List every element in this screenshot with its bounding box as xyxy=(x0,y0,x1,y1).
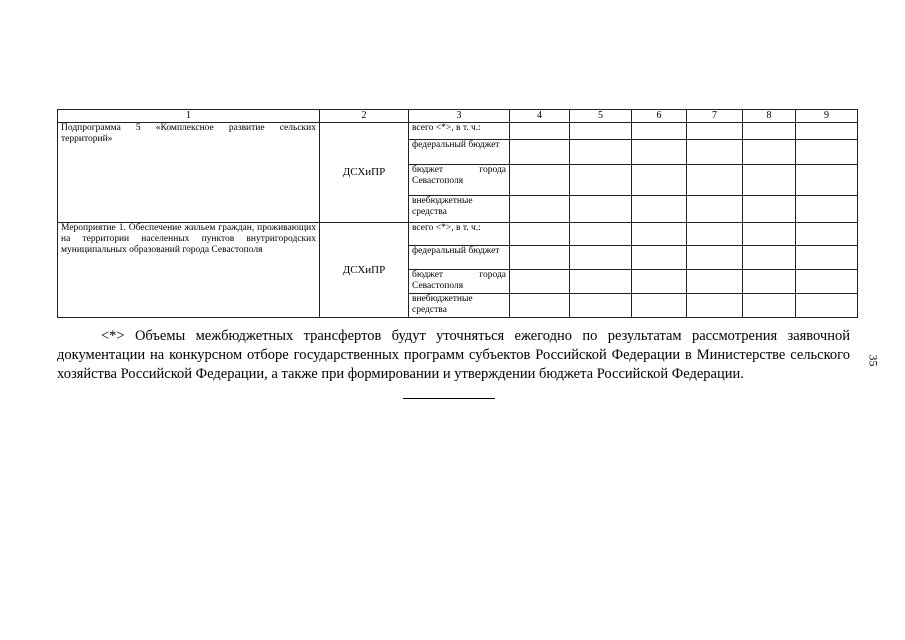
value-cell xyxy=(510,294,570,318)
value-cell xyxy=(570,223,632,246)
source-cell: внебюджетные средства xyxy=(409,294,510,318)
source-cell: всего <*>, в т. ч.: xyxy=(409,123,510,140)
header-cell: 8 xyxy=(743,110,796,123)
source-cell: бюджет города Севастополя xyxy=(409,165,510,196)
footnote: <*> Объемы межбюджетных трансфертов будут уточняться ежегодно по результатам рассмотрения заявочной документации на конкурсном отборе государственных программ субъектов Российской Федерации в Министерстве сельского хозяйства Российской Федерации, а также при формировании и утверждении бюджета Российской Федерации. xyxy=(57,328,850,382)
source-cell: бюджет города Севастополя xyxy=(409,270,510,294)
value-cell xyxy=(570,294,632,318)
page-number: 35 xyxy=(866,354,881,367)
value-cell xyxy=(687,294,743,318)
value-cell xyxy=(632,165,687,196)
value-cell xyxy=(687,246,743,270)
value-cell xyxy=(743,223,796,246)
value-cell xyxy=(570,196,632,223)
value-cell xyxy=(796,140,858,165)
value-cell xyxy=(796,223,858,246)
executor-cell: ДСХиПР xyxy=(320,123,409,223)
value-cell xyxy=(570,246,632,270)
value-cell xyxy=(796,246,858,270)
header-cell: 9 xyxy=(796,110,858,123)
header-cell: 7 xyxy=(687,110,743,123)
table-row xyxy=(58,123,858,140)
value-cell xyxy=(796,165,858,196)
value-cell xyxy=(570,123,632,140)
value-cell xyxy=(687,196,743,223)
header-cell: 3 xyxy=(409,110,510,123)
value-cell xyxy=(632,223,687,246)
value-cell xyxy=(796,196,858,223)
value-cell xyxy=(510,123,570,140)
value-cell xyxy=(510,223,570,246)
source-cell: всего <*>, в т. ч.: xyxy=(409,223,510,246)
value-cell xyxy=(687,123,743,140)
value-cell xyxy=(796,294,858,318)
value-cell xyxy=(687,223,743,246)
header-cell: 6 xyxy=(632,110,687,123)
value-cell xyxy=(632,196,687,223)
table-row xyxy=(58,223,858,246)
value-cell xyxy=(632,294,687,318)
source-cell: федеральный бюджет xyxy=(409,246,510,270)
header-cell: 2 xyxy=(320,110,409,123)
value-cell xyxy=(510,270,570,294)
header-row xyxy=(58,110,858,123)
value-cell xyxy=(796,270,858,294)
value-cell xyxy=(743,294,796,318)
value-cell xyxy=(510,246,570,270)
value-cell xyxy=(687,270,743,294)
header-cell: 1 xyxy=(58,110,320,123)
value-cell xyxy=(570,270,632,294)
value-cell xyxy=(743,196,796,223)
program-table xyxy=(57,109,858,318)
header-cell: 4 xyxy=(510,110,570,123)
separator-line xyxy=(403,398,495,399)
source-cell: федеральный бюджет xyxy=(409,140,510,165)
value-cell xyxy=(510,140,570,165)
value-cell xyxy=(743,270,796,294)
source-cell: внебюджетные средства xyxy=(409,196,510,223)
value-cell xyxy=(510,165,570,196)
header-cell: 5 xyxy=(570,110,632,123)
value-cell xyxy=(570,165,632,196)
value-cell xyxy=(510,196,570,223)
value-cell xyxy=(743,140,796,165)
value-cell xyxy=(687,140,743,165)
value-cell xyxy=(743,123,796,140)
value-cell xyxy=(743,165,796,196)
program-name-cell: Подпрограмма 5 «Комплексное развитие сельских территорий» xyxy=(58,123,320,223)
measure-name-cell: Мероприятие 1. Обеспечение жильем граждан, проживающих на территории населенных пунктов внутригородских муниципальных образований города Севастополя xyxy=(58,223,320,318)
value-cell xyxy=(632,140,687,165)
value-cell xyxy=(632,246,687,270)
executor-cell: ДСХиПР xyxy=(320,223,409,318)
value-cell xyxy=(743,246,796,270)
value-cell xyxy=(796,123,858,140)
value-cell xyxy=(632,123,687,140)
value-cell xyxy=(632,270,687,294)
value-cell xyxy=(570,140,632,165)
value-cell xyxy=(687,165,743,196)
